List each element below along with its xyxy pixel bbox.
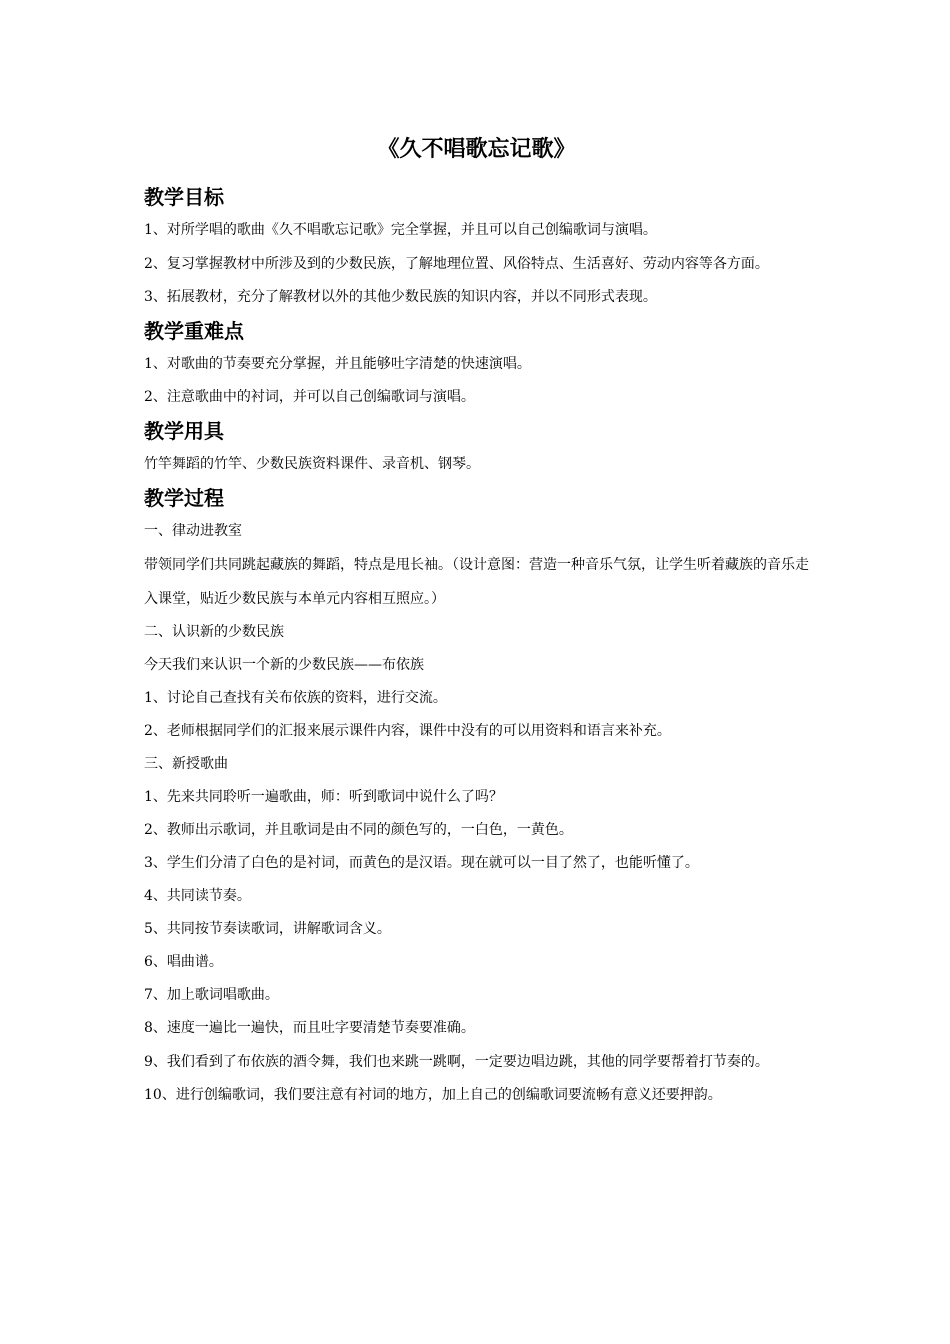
process-line: 8、速度一遍比一遍快，而且吐字要清楚节奏要准确。 (144, 1020, 475, 1036)
process-step-heading: 一、律动进教室 (144, 523, 242, 539)
process-line: 1、讨论自己查找有关布依族的资料，进行交流。 (144, 690, 447, 706)
process-line: 5、共同按节奏读歌词，讲解歌词含义。 (144, 921, 391, 937)
section-heading-key-points: 教学重难点 (144, 319, 244, 343)
process-line: 6、唱曲谱。 (144, 954, 223, 970)
process-line: 今天我们来认识一个新的少数民族——布依族 (144, 657, 424, 673)
document-title: 《久不唱歌忘记歌》 (377, 137, 576, 162)
section-heading-process: 教学过程 (144, 486, 224, 510)
goals-line: 3、拓展教材，充分了解教材以外的其他少数民族的知识内容，并以不同形式表现。 (144, 289, 657, 305)
document-body (144, 130, 809, 1112)
process-line: 1、先来共同聆听一遍歌曲，师：听到歌词中说什么了吗？ (144, 789, 503, 805)
process-line: 2、老师根据同学们的汇报来展示课件内容，课件中没有的可以用资料和语言来补充。 (144, 723, 671, 739)
process-line: 10、进行创编歌词，我们要注意有衬词的地方，加上自己的创编歌词要流畅有意义还要押韵。 (144, 1087, 722, 1103)
goals-line: 1、对所学唱的歌曲《久不唱歌忘记歌》完全掌握，并且可以自己创编歌词与演唱。 (144, 222, 657, 238)
process-line: 7、加上歌词唱歌曲。 (144, 987, 279, 1003)
process-step-heading: 三、新授歌曲 (144, 756, 228, 772)
process-line: 9、我们看到了布依族的酒令舞，我们也来跳一跳啊，一定要边唱边跳，其他的同学要帮着打节奏的。 (144, 1054, 769, 1070)
process-line: 2、教师出示歌词，并且歌词是由不同的颜色写的，一白色，一黄色。 (144, 822, 573, 838)
tools-line: 竹竿舞蹈的竹竿、少数民族资料课件、录音机、钢琴。 (144, 456, 480, 472)
process-line: 带领同学们共同跳起藏族的舞蹈，特点是甩长袖。（设计意图：营造一种音乐气氛，让学生听着藏族的音乐走入课堂，贴近少数民族与本单元内容相互照应。） (144, 557, 809, 607)
key-points-line: 1、对歌曲的节奏要充分掌握，并且能够吐字清楚的快速演唱。 (144, 356, 531, 372)
key-points-line: 2、注意歌曲中的衬词，并可以自己创编歌词与演唱。 (144, 389, 475, 405)
process-step-heading: 二、认识新的少数民族 (144, 624, 284, 640)
section-heading-tools: 教学用具 (144, 419, 224, 443)
process-line: 4、共同读节奏。 (144, 888, 251, 904)
section-heading-goals: 教学目标 (144, 185, 224, 209)
process-line: 3、学生们分清了白色的是衬词，而黄色的是汉语。现在就可以一目了然了，也能听懂了。 (144, 855, 699, 871)
goals-line: 2、复习掌握教材中所涉及到的少数民族，了解地理位置、风俗特点、生活喜好、劳动内容等各方面。 (144, 256, 769, 272)
